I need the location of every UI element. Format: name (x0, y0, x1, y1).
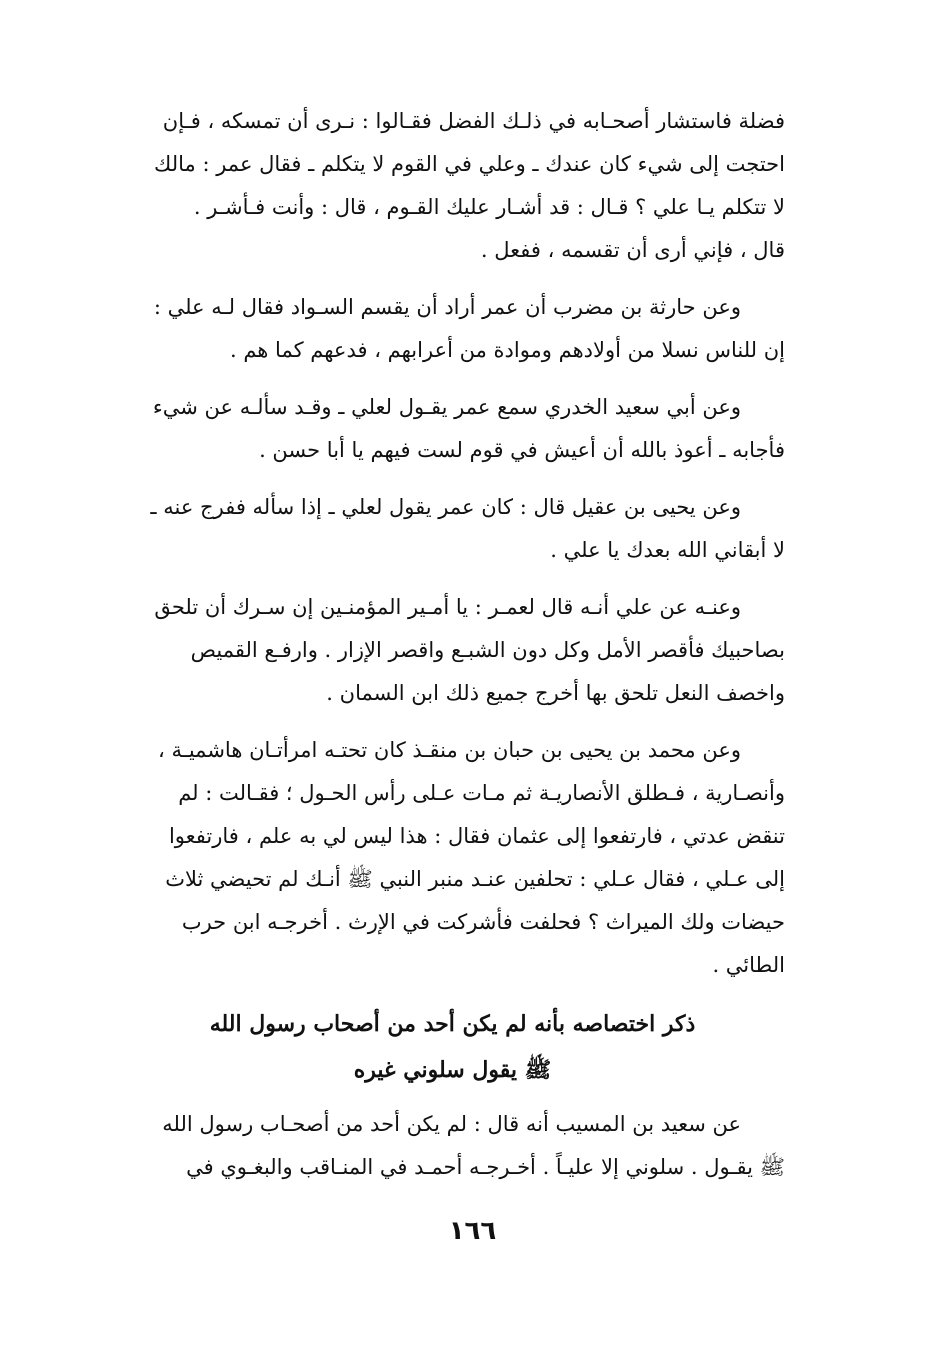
text-line: فضلة فاستشار أصحـابه في ذلـك الفضل فقـالوا : نـرى أن تمسكه ، فـإن (162, 109, 785, 133)
text-line: وعن محمد بن يحيى بن حبان بن منقـذ كان تحتـه امرأتـان هاشميـة ، (157, 738, 741, 762)
paragraph-5 (120, 586, 785, 715)
text-line: احتجت إلى شيء كان عندك ـ وعلي في القوم لا يتكلم ـ فقال عمر : مالك (154, 152, 785, 176)
page-body (120, 100, 785, 1203)
heading-line: ذكر اختصاصه بأنه لم يكن أحد من أصحاب رسول الله (209, 1011, 696, 1037)
text-line: الطائي . (712, 953, 785, 977)
section-heading (120, 1001, 785, 1093)
text-line: وعن يحيى بن عقيل قال : كان عمر يقول لعلي ـ إذا سأله ففرج عنه ـ (150, 495, 741, 519)
text-line: قال ، فإني أرى أن تقسمه ، ففعل . (480, 238, 785, 262)
text-line: وعن حارثة بن مضرب أن عمر أراد أن يقسم السـواد فقال لـه علي : (153, 295, 741, 319)
text-line: إن للناس نسلا من أولادهم وموادة من أعرابهم ، فدعهم كما هم . (229, 338, 785, 362)
text-line: وأنصـارية ، فـطلق الأنصاريـة ثم مـات عـلى رأس الحـول ؛ فقـالت : لم (178, 781, 785, 805)
text-line: لا أبقاني الله بعدك يا علي . (550, 538, 785, 562)
paragraph-3 (120, 386, 785, 472)
text-line: وعن أبي سعيد الخدري سمع عمر يقـول لعلي ـ وقـد سألـه عن شيء (152, 395, 741, 419)
text-line: واخصف النعل تلحق بها أخرج جميع ذلك ابن السمان . (326, 681, 785, 705)
text-line: وعنـه عن علي أنـه قال لعمـر : يا أمـير المؤمنـين إن سـرك أن تلحق (154, 595, 741, 619)
paragraph-6 (120, 729, 785, 987)
text-line: إلى عـلي ، فقال عـلي : تحلفين عنـد منبر النبي ﷺ أنـك لم تحيضي ثلاث (165, 867, 785, 891)
paragraph-final (120, 1103, 785, 1189)
text-line: فأجابه ـ أعوذ بالله أن أعيش في قوم لست فيهم يا أبا حسن . (259, 438, 785, 462)
paragraph-2 (120, 286, 785, 372)
text-line: عن سعيد بن المسيب أنه قال : لم يكن أحد من أصحـاب رسول الله (162, 1112, 741, 1136)
text-line: لا تتكلم يـا علي ؟ قـال : قد أشـار عليك القـوم ، قال : وأنت فـأشـر . (193, 195, 785, 219)
paragraph-4 (120, 486, 785, 572)
text-line: بصاحبيك فأقصر الأمل وكل دون الشبـع واقصر الإزار . وارفـع القميص (190, 638, 785, 662)
text-line: تنقض عدتي ، فارتفعوا إلى عثمان فقال : هذا ليس لي به علم ، فارتفعوا (168, 824, 785, 848)
heading-line: ﷺ يقول سلوني غيره (353, 1057, 552, 1083)
page-number: ١٦٦ (448, 1216, 497, 1246)
text-line: ﷺ يقـول . سلوني إلا عليـاً . أخـرجـه أحمـد في المنـاقب والبغـوي في (186, 1155, 785, 1179)
text-line: حيضات ولك الميراث ؟ فحلفت فأشركت في الإرث . أخرجـه ابن حرب (181, 910, 785, 934)
paragraph-1 (120, 100, 785, 272)
